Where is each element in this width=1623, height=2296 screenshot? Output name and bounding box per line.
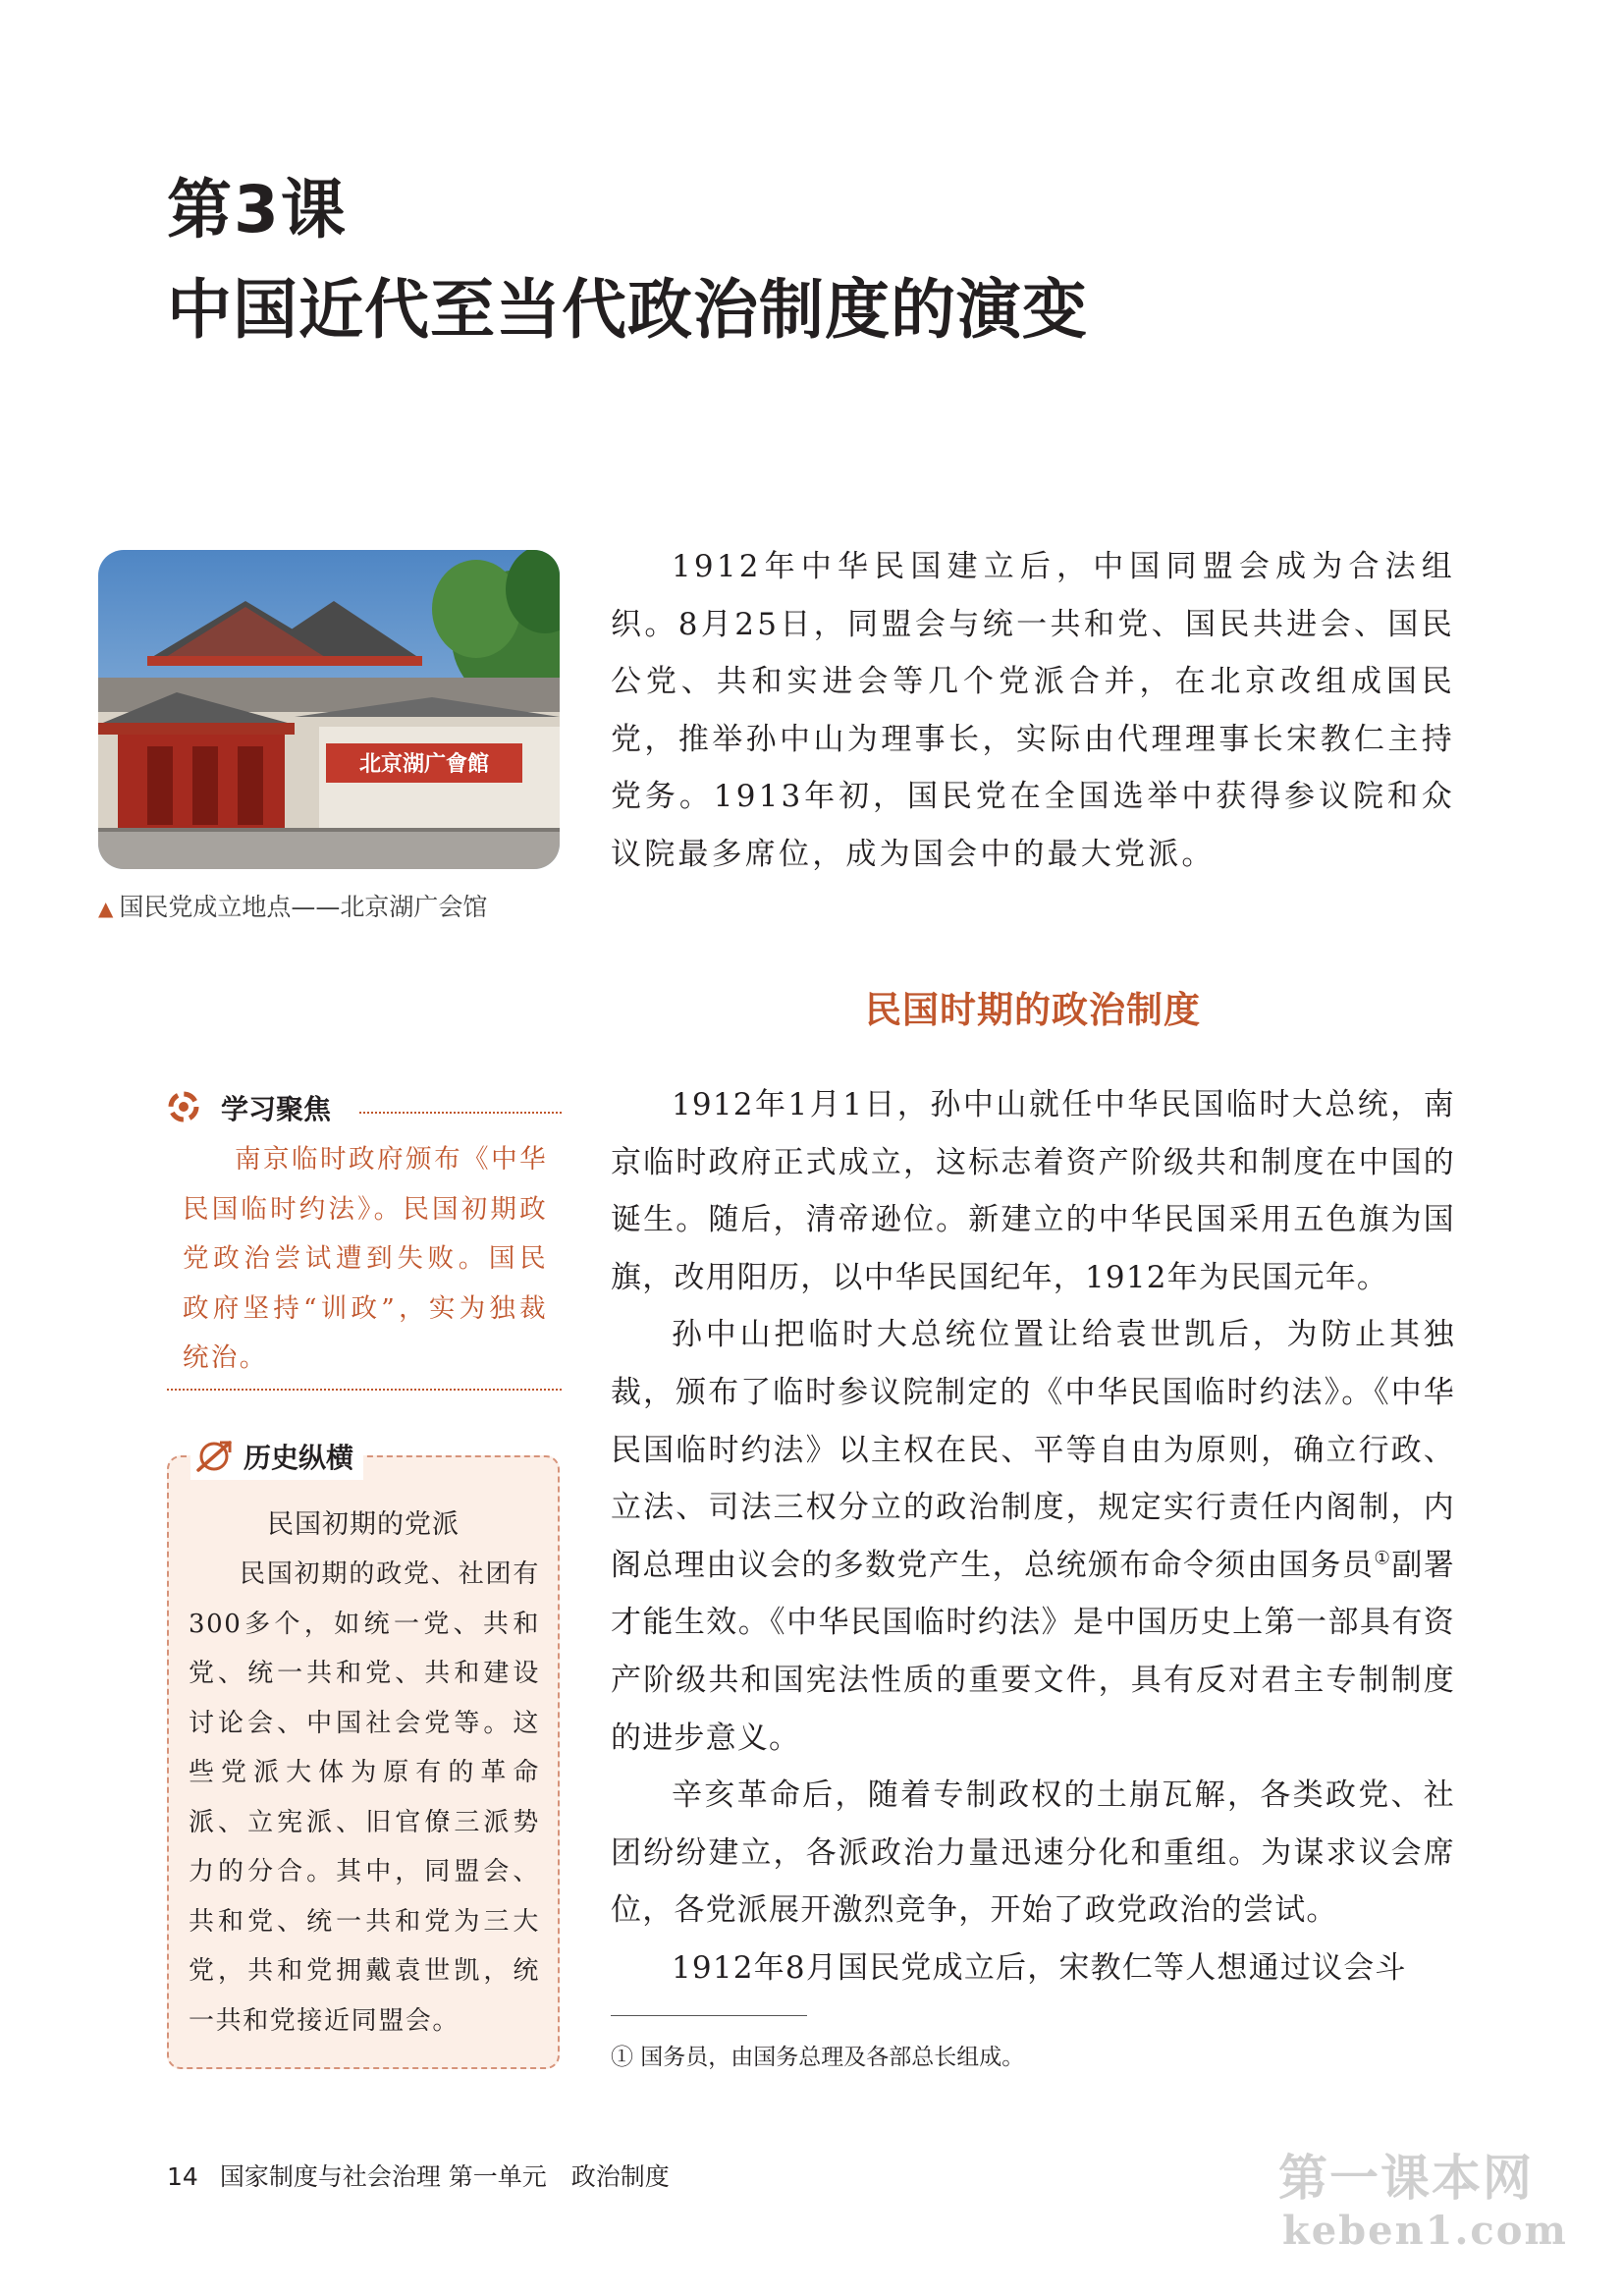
photo-caption-text: 国民党成立地点——北京湖广会馆 bbox=[119, 893, 488, 921]
focus-divider-bottom bbox=[167, 1389, 562, 1391]
main-paragraph-2 bbox=[611, 1306, 1455, 1767]
watermark-title: 第一课本网 bbox=[1278, 2150, 1534, 2207]
photo-illustration bbox=[98, 550, 560, 869]
focus-target-icon bbox=[167, 1090, 200, 1123]
focus-divider-top bbox=[359, 1112, 562, 1114]
main-paragraph-2-part-a: 孙中山把临时大总统位置让给袁世凯后，为防止其独裁，颁布了临时参议院制定的《中华民国临时约法》。《中华民国临时约法》以主权在民、平等自由为原则，确立行政、立法、司法三权分立的政治制度，规定实行责任内阁制，内阁总理由议会的多数党产生，总统颁布命令须由国务员 bbox=[611, 1317, 1455, 1583]
history-sidebar-header bbox=[190, 1437, 363, 1480]
history-compass-icon bbox=[194, 1437, 234, 1476]
footnote: ① 国务员，由国务总理及各部总长组成。 bbox=[611, 2045, 1025, 2070]
section-heading: 民国时期的政治制度 bbox=[865, 989, 1201, 1031]
history-text: 民国初期的政党、社团有300多个，如统一党、共和党、统一共和党、共和建设讨论会、中国社会党等。这些党派大体为原有的革命派、立宪派、旧官僚三派势力的分合。其中，同盟会、共和党、统一共和党为三大党，共和党拥戴袁世凯，统一共和党接近同盟会。 bbox=[189, 1559, 540, 2036]
learning-focus-header bbox=[167, 1088, 562, 1127]
footnote-rule bbox=[611, 2015, 807, 2016]
main-paragraph-1: 1912年1月1日，孙中山就任中华民国临时大总统，南京临时政府正式成立，这标志着资产阶级共和制度在中国的诞生。随后，清帝逊位。新建立的中华民国采用五色旗为国旗，改用阳历，以中华民国纪年，1912年为民国元年。 bbox=[611, 1087, 1455, 1295]
learning-focus-text: 南京临时政府颁布《中华民国临时约法》。民国初期政党政治尝试遭到失败。国民政府坚持“训政”，实为独裁统治。 bbox=[183, 1144, 548, 1373]
caption-triangle-icon: ▲ bbox=[98, 897, 114, 920]
history-subtitle: 民国初期的党派 bbox=[267, 1509, 460, 1540]
main-text bbox=[611, 1076, 1455, 1997]
photo-huguang-guild-hall bbox=[98, 550, 560, 869]
page-number: 14 bbox=[167, 2162, 198, 2191]
intro-paragraph: 1912年中华民国建立后，中国同盟会成为合法组织。8月25日，同盟会与统一共和党、国民共进会、国民公党、共和实进会等几个党派合并，在北京改组成国民党，推举孙中山为理事长，实际由代理理事长宋教仁主持党务。1913年初，国民党在全国选举中获得参议院和众议院最多席位，成为国会中的最大党派。 bbox=[611, 549, 1455, 872]
lesson-number: 第3课 bbox=[167, 172, 348, 247]
main-paragraph-3: 辛亥革命后，随着专制政权的土崩瓦解，各类政党、社团纷纷建立，各派政治力量迅速分化和重组。为谋求议会席位，各党派展开激烈竞争，开始了政党政治的尝试。 bbox=[611, 1777, 1455, 1929]
footer-text: 国家制度与社会治理 第一单元 政治制度 bbox=[219, 2162, 670, 2191]
page-footer bbox=[167, 2158, 670, 2193]
learning-focus-title: 学习聚焦 bbox=[221, 1093, 332, 1125]
lesson-title: 中国近代至当代政治制度的演变 bbox=[167, 272, 1088, 348]
footnote-marker: ① bbox=[1374, 1548, 1392, 1569]
photo-caption bbox=[98, 888, 487, 923]
main-paragraph-2-part-b: 副署才能生效。《中华民国临时约法》是中国历史上第一部具有资产阶级共和国宪法性质的重要文件，具有反对君主专制制度的进步意义。 bbox=[611, 1547, 1455, 1756]
intro-text bbox=[611, 538, 1455, 884]
main-paragraph-4: 1912年8月国民党成立后，宋教仁等人想通过议会斗 bbox=[672, 1949, 1407, 1986]
sign-text: 北京湖广會館 bbox=[358, 752, 490, 777]
watermark-url: keben1.com bbox=[1282, 2208, 1568, 2254]
history-sidebar-title: 历史纵横 bbox=[243, 1442, 354, 1474]
